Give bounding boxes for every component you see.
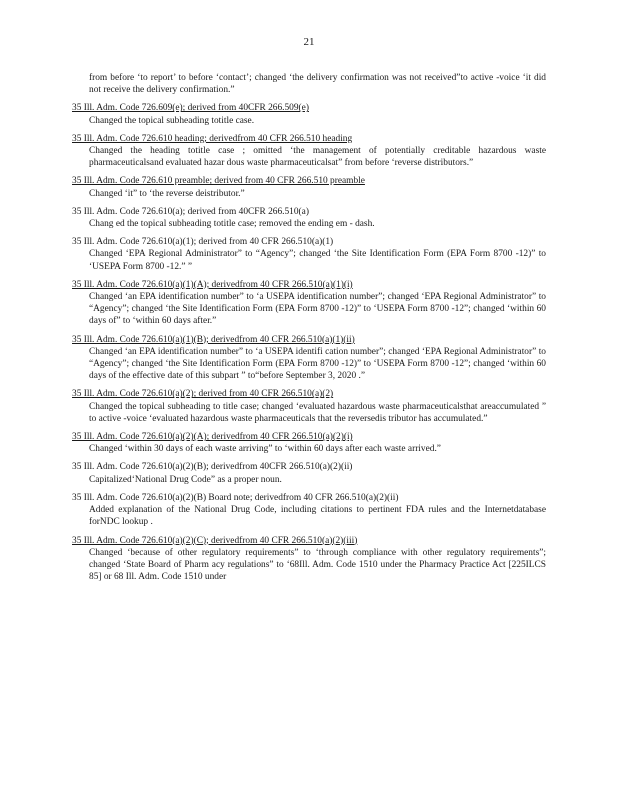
entry-heading: 35 Ill. Adm. Code 726.610 preamble; derived from 40 CFR 266.510 preamble [72,176,365,187]
derivation-entry [72,388,546,425]
derivation-entry [72,236,546,273]
entry-heading: 35 Ill. Adm. Code 726.610(a)(2)(B) Board note; derivedfrom 40 CFR 266.510(a)(2)(ii) [72,492,399,503]
entry-body: Changed ‘an EPA identification number” to ‘a USEPA identification number”; changed ‘EPA Regional Administrator” to “Agency”; changed ‘the Site Identification Form (EPA Form 8700 -12)” to ‘USEPA Form 8700 -12”; changed ‘within 60 days of” to ‘within 60 days after.” [89,292,546,327]
entry-body: Changed ‘it” to ‘the reverse deistributor.” [89,188,245,199]
entry-body: Changed ‘because of other regulatory requirements” to ‘through compliance with other regulatory requirements”; changed ‘State Board of Pharm acy regulations” to ‘68Ill. Adm. Code 1510 under the Pharmacy Practice Act [225ILCS 85] or 68 Ill. Adm. Code 1510 under [89,547,546,583]
entry-heading: 35 Ill. Adm. Code 726.610(a)(2)(A); derivedfrom 40 CFR 266.510(a)(2)(i) [72,432,353,443]
derivation-entry [72,535,546,584]
document-body [72,72,546,589]
entry-heading: 35 Ill. Adm. Code 726.610(a)(2); derived from 40 CFR 266.510(a)(2) [72,389,334,400]
page-number: 21 [303,36,315,48]
entry-heading: 35 Ill. Adm. Code 726.609(e); derived from 40CFR 266.509(e) [72,103,309,114]
entry-heading: 35 Ill. Adm. Code 726.610(a)(2)(B); derivedfrom 40CFR 266.510(a)(2)(ii) [72,462,353,473]
entry-body: Changed ‘within 30 days of each waste arriving” to ‘within 60 days after each waste arrived.” [89,444,441,455]
derivation-entry [72,279,546,328]
entry-heading: 35 Ill. Adm. Code 726.610(a)(1); derived from 40 CFR 266.510(a)(1) [72,237,334,248]
entry-heading: 35 Ill. Adm. Code 726.610(a)(1)(B); derivedfrom 40 CFR 266.510(a)(1)(ii) [72,334,355,345]
entry-body: Changed the topical subheading totitle case. [89,115,255,126]
derivation-entry [72,492,546,529]
entry-heading: 35 Ill. Adm. Code 726.610(a)(2)(C); derivedfrom 40 CFR 266.510(a)(2)(iii) [72,535,358,546]
derivation-entry [72,175,546,199]
entry-body: Changed the topical subheading to title case; changed ‘evaluated hazardous waste pharmaceuticalsthat areaccumulated ” to active -voice ‘evaluated hazardous waste pharmaceuticals that the reversedis tributor has accumulated.” [89,401,546,424]
derivation-entry [72,431,546,455]
entry-body: Chang ed the topical subheading totitle case; removed the ending em - dash. [89,219,375,230]
entry-body: Capitalized‘National Drug Code” as a proper noun. [89,474,282,485]
derivation-entry [72,206,546,230]
entry-body: Changed ‘an EPA identification number” to ‘a USEPA identifi cation number”; changed ‘EPA Regional Administrator” to “Agency”; changed ‘the Site Identification Form (EPA Form 8700 -12)” to ‘USEPA Form 8700 -12”; changed ‘within 60 days of the effective date of this subpart ” to“before September 3, 2020 .” [89,346,546,382]
derivation-entry [72,334,546,383]
entry-body: Changed the heading totitle case ; omitted ‘the management of potentially creditable hazardous waste pharmaceuticalsand evaluated hazar dous waste pharmaceuticalsat” from before ‘reverse distributors.” [89,146,546,169]
derivation-entry [72,102,546,126]
entry-heading: 35 Ill. Adm. Code 726.610(a)(1)(A); derivedfrom 40 CFR 266.510(a)(1)(i) [72,279,353,290]
continuation-paragraph: from before ‘to report’ to before ‘contact’; changed ‘the delivery confirmation was not received”to active -voice ‘it did not receive the delivery confirmation.” [89,73,546,96]
entry-heading: 35 Ill. Adm. Code 726.610(a); derived from 40CFR 266.510(a) [72,206,309,217]
derivation-entry [72,461,546,485]
entry-body: Added explanation of the National Drug Code, including citations to pertinent FDA rules and the Internetdatabase forNDC lookup . [89,505,546,528]
entry-body: Changed ‘EPA Regional Administrator” to “Agency”; changed ‘the Site Identification Form (EPA Form 8700 -12)” to ‘USEPA Form 8700 -12.” ” [89,249,546,272]
entry-heading: 35 Ill. Adm. Code 726.610 heading; derivedfrom 40 CFR 266.510 heading [72,133,353,144]
derivation-entry [72,133,546,170]
